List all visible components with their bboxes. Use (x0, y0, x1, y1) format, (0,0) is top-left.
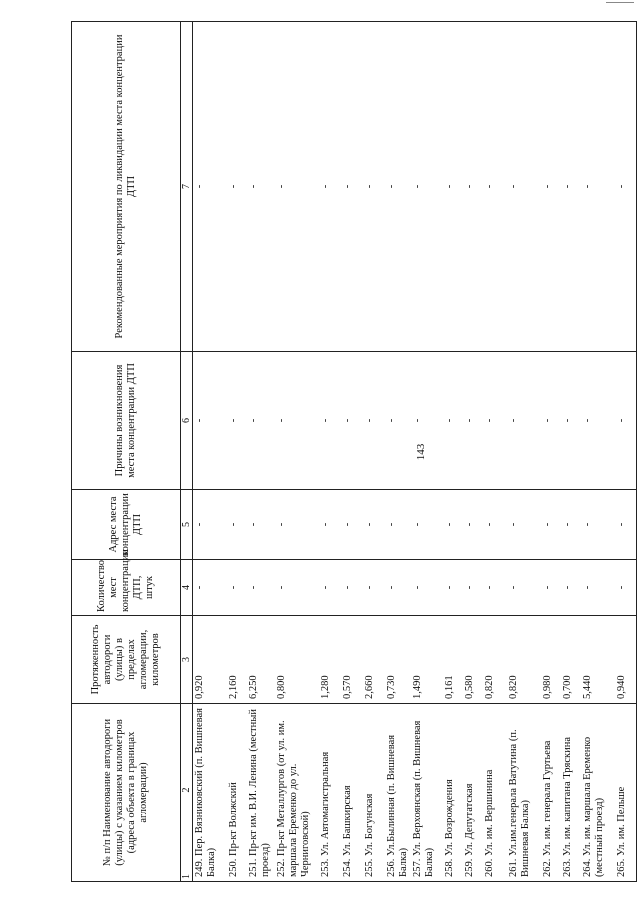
row-length: 1,280 (319, 616, 341, 704)
table-row (463, 22, 483, 882)
row-address: - (483, 490, 507, 560)
table-row (275, 22, 319, 882)
row-address: - (247, 490, 275, 560)
row-length: 6,250 (247, 616, 275, 704)
row-measures: - (483, 22, 507, 352)
row-measures: - (227, 22, 247, 352)
row-measures: - (443, 22, 463, 352)
row-measures: - (319, 22, 341, 352)
table-row (385, 22, 411, 882)
row-causes: - (193, 352, 227, 490)
table-row (227, 22, 247, 882)
row-address: - (385, 490, 411, 560)
row-address: - (507, 490, 541, 560)
row-length: 0,980 (541, 616, 561, 704)
row-measures: - (541, 22, 561, 352)
row-name: 258. Ул. Возрождения (443, 704, 463, 882)
row-measures: - (247, 22, 275, 352)
row-measures: - (193, 22, 227, 352)
row-causes: - (443, 352, 463, 490)
row-measures: - (341, 22, 363, 352)
row-causes: - (581, 352, 615, 490)
row-measures: - (463, 22, 483, 352)
row-address: - (581, 490, 615, 560)
row-name: 253. Ул. Автомагистральная (319, 704, 341, 882)
row-name: 262. Ул. им. генерала Гуртьева (541, 704, 561, 882)
row-count: - (561, 560, 581, 616)
row-measures: - (385, 22, 411, 352)
row-length: 0,920 (193, 616, 227, 704)
row-length: 0,570 (341, 616, 363, 704)
row-count: - (275, 560, 319, 616)
row-name: 261. Ул.им.генерала Ватутина (п. Вишневая Балка) (507, 704, 541, 882)
row-length: 5,440 (581, 616, 615, 704)
row-measures: - (363, 22, 385, 352)
column-number-row (181, 22, 193, 882)
row-causes: - (275, 352, 319, 490)
row-name: 265. Ул. им. Пельше (615, 704, 637, 882)
row-causes: - (541, 352, 561, 490)
row-measures: - (561, 22, 581, 352)
column-number: 1 2 (181, 704, 193, 882)
row-causes: - (463, 352, 483, 490)
row-causes: - (561, 352, 581, 490)
row-address: - (341, 490, 363, 560)
row-count: - (363, 560, 385, 616)
table-row (483, 22, 507, 882)
row-count: - (227, 560, 247, 616)
row-measures: - (275, 22, 319, 352)
data-table (71, 21, 637, 882)
row-count: - (507, 560, 541, 616)
row-length: 0,161 (443, 616, 463, 704)
row-measures: - (615, 22, 637, 352)
column-number: 5 (181, 490, 193, 560)
table-row (581, 22, 615, 882)
row-address: - (541, 490, 561, 560)
row-name: 259. Ул. Депутатская (463, 704, 483, 882)
row-count: - (463, 560, 483, 616)
row-causes: - (507, 352, 541, 490)
row-length: 0,820 (483, 616, 507, 704)
row-causes: - (411, 352, 443, 490)
header-causes: Причины возникновения места концентрации ДТП (72, 352, 181, 490)
row-count: - (385, 560, 411, 616)
row-address: - (193, 490, 227, 560)
row-name: 254. Ул. Башкирская (341, 704, 363, 882)
column-number: 7 (181, 22, 193, 352)
row-count: - (193, 560, 227, 616)
table-row (193, 22, 227, 882)
row-length: 0,580 (463, 616, 483, 704)
row-name: 260. Ул. им. Вершинина (483, 704, 507, 882)
row-address: - (363, 490, 385, 560)
row-name: 252. Пр-кт Металлургов (от ул. им. маршала Еременко до ул. Черниговской) (275, 704, 319, 882)
row-length: 0,700 (561, 616, 581, 704)
row-name: 249. Пер. Вязниковский (п. Вишневая Балка) (193, 704, 227, 882)
row-count: - (411, 560, 443, 616)
row-address: - (275, 490, 319, 560)
table-row (561, 22, 581, 882)
table-row (319, 22, 341, 882)
row-name: 256. Ул.Былинная (п. Вишневая Балка) (385, 704, 411, 882)
row-address: - (227, 490, 247, 560)
row-count: - (319, 560, 341, 616)
row-count: - (247, 560, 275, 616)
row-length: 0,730 (385, 616, 411, 704)
corner-mark (606, 2, 634, 5)
table-body (193, 22, 637, 882)
document-table-sheet (71, 22, 627, 882)
row-name: 251. Пр-кт им. В.И. Ленина (местный проезд) (247, 704, 275, 882)
header-count: Количество мест концентрации ДТП, штук (72, 560, 181, 616)
row-count: - (341, 560, 363, 616)
row-measures: - (507, 22, 541, 352)
row-causes: - (341, 352, 363, 490)
table-row (541, 22, 561, 882)
table-row (363, 22, 385, 882)
row-name: 264. Ул. им. маршала Еременко (местный проезд) (581, 704, 615, 882)
table-row (507, 22, 541, 882)
row-causes: - (363, 352, 385, 490)
header-address: Адрес места концентрации ДТП (72, 490, 181, 560)
row-address: - (615, 490, 637, 560)
column-number: 4 (181, 560, 193, 616)
row-address: - (443, 490, 463, 560)
row-length: 0,800 (275, 616, 319, 704)
row-count: - (615, 560, 637, 616)
row-measures: - (581, 22, 615, 352)
row-causes: - (319, 352, 341, 490)
row-address: - (411, 490, 443, 560)
row-name: 257. Ул. Верхоянская (п. Вишневая Балка) (411, 704, 443, 882)
row-causes: - (227, 352, 247, 490)
row-address: - (561, 490, 581, 560)
row-length: 2,660 (363, 616, 385, 704)
table-row (247, 22, 275, 882)
row-causes: - (385, 352, 411, 490)
table-row (411, 22, 443, 882)
row-causes: - (247, 352, 275, 490)
row-length: 0,940 (615, 616, 637, 704)
column-number: 6 (181, 352, 193, 490)
header-name: № п/п Наименование автодороги (улицы) с указанием километров (адреса объекта в границах агломерации) (72, 704, 181, 882)
row-name: 255. Ул. Богунская (363, 704, 385, 882)
row-name: 263. Ул. им. капитана Тряскина (561, 704, 581, 882)
row-measures: - (411, 22, 443, 352)
row-address: - (319, 490, 341, 560)
row-count: - (541, 560, 561, 616)
table-row (443, 22, 463, 882)
row-count: - (483, 560, 507, 616)
row-count: - (581, 560, 615, 616)
header-length: Протяженность автодороги (улицы) в пределах агломерации, километров (72, 616, 181, 704)
row-causes: - (483, 352, 507, 490)
row-length: 0,820 (507, 616, 541, 704)
table-row (341, 22, 363, 882)
header-measures: Рекомендованные мероприятия по ликвидации места концентрации ДТП (72, 22, 181, 352)
row-name: 250. Пр-кт Волжский (227, 704, 247, 882)
table-header-row (72, 22, 181, 882)
row-count: - (443, 560, 463, 616)
row-length: 1,490 (411, 616, 443, 704)
row-causes: - (615, 352, 637, 490)
page-number: 143 (415, 443, 427, 461)
column-number: 3 (181, 616, 193, 704)
table-row (615, 22, 637, 882)
row-address: - (463, 490, 483, 560)
row-length: 2,160 (227, 616, 247, 704)
